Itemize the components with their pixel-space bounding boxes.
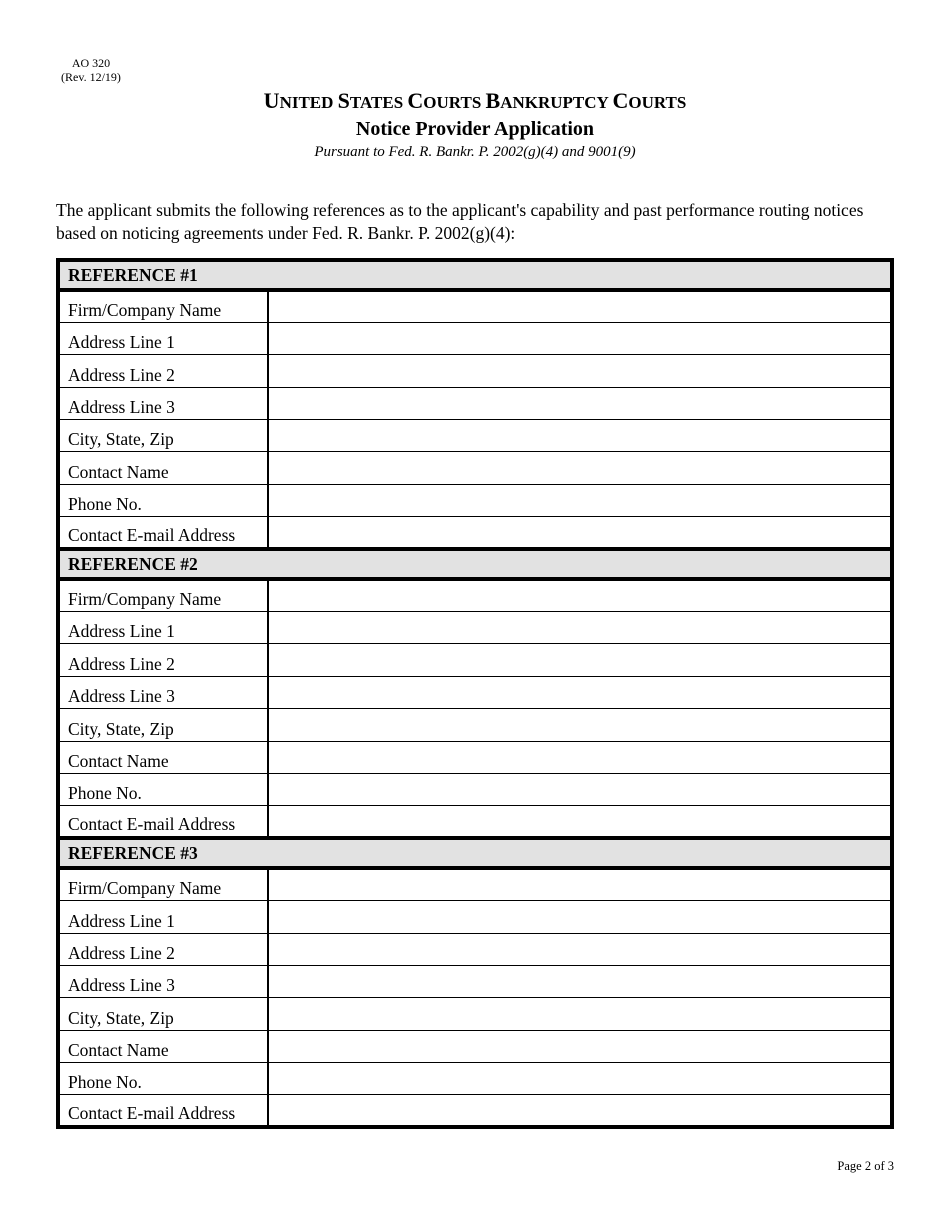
field-value-input[interactable]: [268, 709, 892, 741]
field-value-input[interactable]: [268, 579, 892, 611]
title-small-caps: OURTS: [628, 93, 687, 112]
reference-field-row: [58, 387, 892, 419]
reference-field-row: [58, 290, 892, 322]
reference-field-row: [58, 452, 892, 484]
field-label: Address Line 3: [58, 387, 268, 419]
field-label: Contact E-mail Address: [58, 517, 268, 549]
field-value-input[interactable]: [268, 484, 892, 516]
field-value-input[interactable]: [268, 741, 892, 773]
reference-field-row: [58, 1063, 892, 1095]
field-value-input[interactable]: [268, 868, 892, 900]
reference-field-row: [58, 709, 892, 741]
field-label: Firm/Company Name: [58, 579, 268, 611]
title-cap: U: [263, 88, 280, 113]
rule-citation: Pursuant to Fed. R. Bankr. P. 2002(g)(4) and 9001(9): [314, 144, 636, 160]
form-identifier: [56, 56, 126, 84]
field-label: Address Line 3: [58, 965, 268, 997]
page-subtitle: Notice Provider Application: [355, 118, 595, 140]
field-label: City, State, Zip: [58, 709, 268, 741]
references-table: [56, 258, 894, 1129]
field-label: City, State, Zip: [58, 998, 268, 1030]
field-label: Address Line 1: [58, 612, 268, 644]
reference-field-row: [58, 676, 892, 708]
page-number: Page 2 of 3: [837, 1159, 894, 1173]
field-value-input[interactable]: [268, 901, 892, 933]
field-value-input[interactable]: [268, 1030, 892, 1062]
field-label: Contact Name: [58, 452, 268, 484]
reference-field-row: [58, 998, 892, 1030]
reference-field-row: [58, 644, 892, 676]
field-label: Address Line 3: [58, 676, 268, 708]
reference-field-row: [58, 741, 892, 773]
reference-heading: REFERENCE #3: [58, 838, 892, 868]
title-cap: B: [485, 88, 501, 113]
field-label: City, State, Zip: [58, 420, 268, 452]
reference-field-row: [58, 965, 892, 997]
title-small-caps: TATES: [349, 93, 408, 112]
title-block: [0, 88, 950, 162]
page-title: [0, 88, 950, 116]
form-code: AO 320: [71, 56, 111, 70]
field-value-input[interactable]: [268, 452, 892, 484]
field-value-input[interactable]: [268, 387, 892, 419]
reference-field-row: [58, 517, 892, 549]
reference-field-row: [58, 579, 892, 611]
field-label: Firm/Company Name: [58, 868, 268, 900]
field-label: Contact E-mail Address: [58, 806, 268, 838]
reference-field-row: [58, 1030, 892, 1062]
field-value-input[interactable]: [268, 676, 892, 708]
reference-field-row: [58, 773, 892, 805]
title-small-caps: NITED: [279, 93, 338, 112]
title-small-caps: ANKRUPTCY: [500, 93, 613, 112]
field-label: Contact E-mail Address: [58, 1095, 268, 1127]
field-label: Address Line 1: [58, 322, 268, 354]
field-value-input[interactable]: [268, 998, 892, 1030]
field-label: Firm/Company Name: [58, 290, 268, 322]
field-value-input[interactable]: [268, 322, 892, 354]
reference-field-row: [58, 1095, 892, 1127]
field-label: Address Line 1: [58, 901, 268, 933]
field-value-input[interactable]: [268, 612, 892, 644]
reference-heading: REFERENCE #1: [58, 260, 892, 290]
field-label: Address Line 2: [58, 644, 268, 676]
reference-field-row: [58, 901, 892, 933]
title-cap: C: [612, 88, 629, 113]
field-label: Phone No.: [58, 1063, 268, 1095]
field-value-input[interactable]: [268, 1095, 892, 1127]
field-label: Address Line 2: [58, 355, 268, 387]
reference-heading: REFERENCE #2: [58, 549, 892, 579]
reference-field-row: [58, 420, 892, 452]
field-label: Contact Name: [58, 741, 268, 773]
field-label: Address Line 2: [58, 933, 268, 965]
field-value-input[interactable]: [268, 290, 892, 322]
title-cap: S: [337, 88, 350, 113]
field-value-input[interactable]: [268, 517, 892, 549]
field-value-input[interactable]: [268, 1063, 892, 1095]
reference-field-row: [58, 868, 892, 900]
title-small-caps: OURTS: [423, 93, 486, 112]
field-value-input[interactable]: [268, 420, 892, 452]
field-label: Contact Name: [58, 1030, 268, 1062]
reference-field-row: [58, 806, 892, 838]
title-cap: C: [407, 88, 424, 113]
reference-header-row: [58, 838, 892, 868]
reference-field-row: [58, 612, 892, 644]
field-value-input[interactable]: [268, 806, 892, 838]
field-value-input[interactable]: [268, 355, 892, 387]
reference-header-row: [58, 549, 892, 579]
reference-field-row: [58, 484, 892, 516]
field-value-input[interactable]: [268, 965, 892, 997]
field-value-input[interactable]: [268, 933, 892, 965]
intro-paragraph: The applicant submits the following references as to the applicant's capability and past performance routing notices based on noticing agreements under Fed. R. Bankr. P. 2002(g)(4):: [56, 200, 864, 243]
field-value-input[interactable]: [268, 773, 892, 805]
field-label: Phone No.: [58, 773, 268, 805]
form-revision: (Rev. 12/19): [61, 70, 121, 84]
field-value-input[interactable]: [268, 644, 892, 676]
field-label: Phone No.: [58, 484, 268, 516]
reference-field-row: [58, 322, 892, 354]
references-table-body: [58, 260, 892, 1127]
reference-field-row: [58, 355, 892, 387]
reference-field-row: [58, 933, 892, 965]
reference-header-row: [58, 260, 892, 290]
